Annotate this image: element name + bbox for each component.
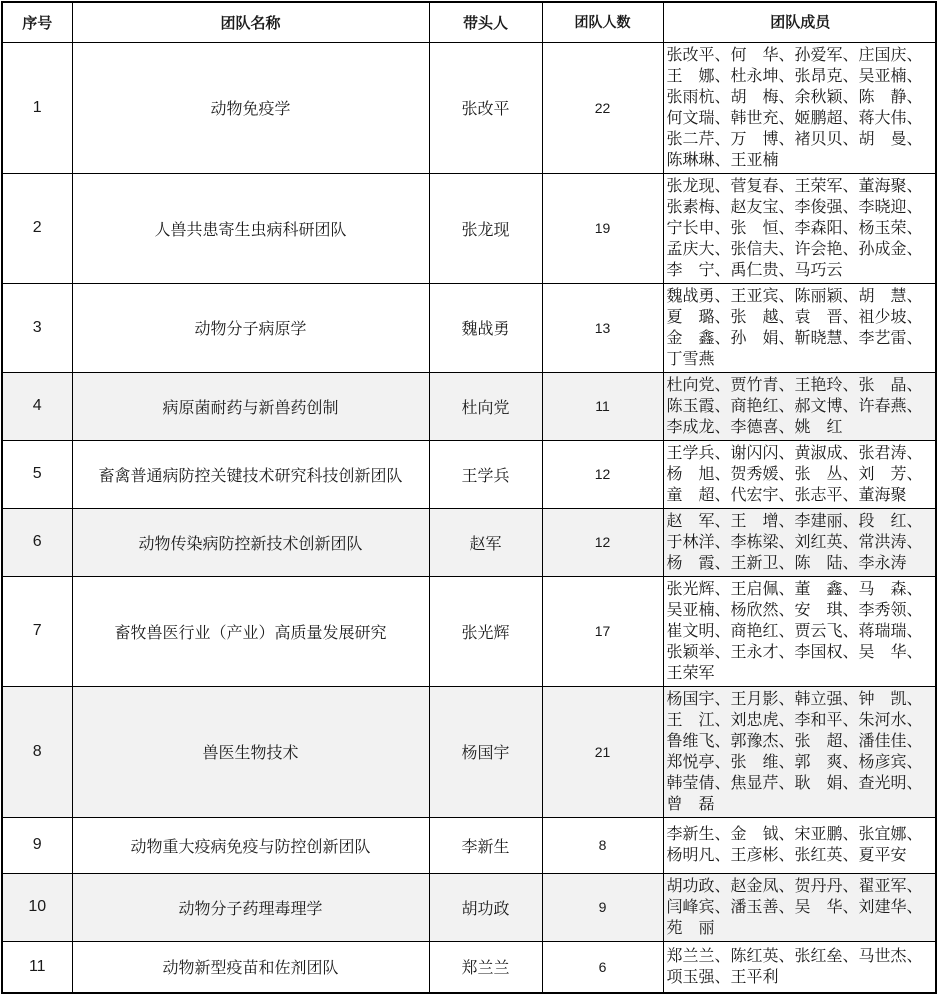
member-name: 张志平、 [794,486,859,504]
table-row [2,576,936,686]
member-count-cell: 9 [542,873,663,941]
team-members-cell [663,817,936,873]
member-count-cell: 11 [542,372,663,440]
member-name: 郝文博、 [794,397,859,415]
member-name: 段 红、 [858,512,923,530]
member-name: 万 博、 [730,130,795,148]
member-name: 李和平、 [794,711,859,729]
member-name: 靳晓慧、 [794,329,859,347]
row-index-cell: 7 [2,576,72,686]
member-name: 张素梅、 [666,198,731,216]
team-name-cell: 动物新型疫苗和佐剂团队 [72,941,429,993]
member-name: 王亚楠 [730,151,779,169]
row-index-cell: 8 [2,686,72,817]
member-name: 陈红英、 [730,947,795,965]
member-name: 郑悦亭、 [666,753,731,771]
member-name: 贾竹青、 [730,376,795,394]
team-name-cell: 动物重大疫病免疫与防控创新团队 [72,817,429,873]
team-members-cell [663,873,936,941]
member-name: 杨国宇、 [666,690,731,708]
member-name: 张光辉、 [666,580,731,598]
member-name: 赵友宝、 [730,198,795,216]
member-name: 胡 曼、 [858,130,923,148]
header-member-count: 团队人数 [542,2,663,42]
member-name: 王荣军、 [794,177,859,195]
member-name: 胡 慧、 [858,287,923,305]
member-name: 郭 爽、 [794,753,859,771]
table-row [2,173,936,283]
member-name: 李艺雷、 [858,329,923,347]
member-name: 张信夫、 [730,240,795,258]
member-name: 杨 霞、 [666,554,731,572]
team-members-cell [663,941,936,993]
member-name: 杨 旭、 [666,465,731,483]
team-leader-cell: 张光辉 [429,576,542,686]
member-name: 钟 凯、 [858,690,923,708]
table-row [2,440,936,508]
table-row [2,283,936,372]
member-name: 张 晶、 [858,376,923,394]
team-leader-cell: 胡功政 [429,873,542,941]
member-name: 李新生、 [666,826,731,843]
member-name: 张宜娜、 [858,826,923,843]
member-name: 张 维、 [730,753,795,771]
table-row [2,873,936,941]
member-name: 陈丽颖、 [794,287,859,305]
row-index-cell: 2 [2,173,72,283]
member-name: 董海聚 [858,486,907,504]
member-name: 金 鑫、 [666,329,731,347]
team-leader-cell: 杨国宇 [429,686,542,817]
member-name: 耿 娟、 [794,774,859,792]
member-name: 李成龙、 [666,418,731,436]
team-name-cell: 兽医生物技术 [72,686,429,817]
member-name: 孙 娟、 [730,329,795,347]
member-name: 王彦彬、 [730,847,795,864]
member-name: 贾云飞、 [794,622,859,640]
member-name: 贺丹丹、 [794,877,859,895]
header-members: 团队成员 [663,2,936,42]
member-name: 姚 红 [794,418,843,436]
team-members-cell [663,508,936,576]
member-name: 杜永坤、 [730,67,795,85]
member-name: 张二芹、 [666,130,731,148]
member-name: 潘佳佳、 [858,732,923,750]
member-name: 孟庆大、 [666,240,731,258]
member-name: 张红英、 [794,847,859,864]
member-name: 杨玉荣、 [858,219,923,237]
member-name: 杨明凡、 [666,847,731,864]
member-name: 孙成金、 [858,240,923,258]
header-team-name: 团队名称 [72,2,429,42]
member-name: 王亚宾、 [730,287,795,305]
member-name: 朱河水、 [858,711,923,729]
member-name: 吴亚楠、 [858,67,923,85]
member-name: 张红垒、 [794,947,859,965]
table-row [2,817,936,873]
member-name: 谢闪闪、 [730,444,795,462]
member-name: 闫峰宾、 [666,898,731,916]
member-name: 禹仁贵、 [730,261,795,279]
member-name: 查光明、 [858,774,923,792]
team-members-cell [663,440,936,508]
member-name: 李秀领、 [858,601,923,619]
member-name: 黄淑成、 [794,444,859,462]
member-name: 张颖举、 [666,643,731,661]
member-name: 丁雪燕 [666,350,715,368]
team-name-cell: 动物免疫学 [72,42,429,173]
team-leader-cell: 王学兵 [429,440,542,508]
member-name: 苑 丽 [666,919,715,937]
member-name: 王平利 [730,968,779,986]
member-name: 曾 磊 [666,795,715,813]
member-name: 李俊强、 [794,198,859,216]
row-index-cell: 10 [2,873,72,941]
member-name: 刘 芳、 [858,465,923,483]
member-name: 陈玉霞、 [666,397,731,415]
member-name: 张改平、 [666,46,731,64]
member-name: 菅复春、 [730,177,795,195]
member-name: 韩世充、 [730,109,795,127]
member-name: 蒋大伟、 [858,109,923,127]
team-leader-cell: 张龙现 [429,173,542,283]
member-count-cell: 12 [542,508,663,576]
member-name: 于林洋、 [666,533,731,551]
member-name: 李栋梁、 [730,533,795,551]
member-name: 胡 梅、 [730,88,795,106]
member-name: 蒋瑞瑞、 [858,622,923,640]
member-name: 夏平安 [858,847,907,864]
team-members-cell [663,372,936,440]
member-name: 夏 璐、 [666,308,731,326]
member-name: 王 增、 [730,512,795,530]
header-leader: 带头人 [429,2,542,42]
table-row [2,508,936,576]
member-name: 庄国庆、 [858,46,923,64]
research-teams-table [1,1,937,994]
team-name-cell: 病原菌耐药与新兽药创制 [72,372,429,440]
member-name: 孙爱军、 [794,46,859,64]
member-name: 杨欣然、 [730,601,795,619]
member-name: 何 华、 [730,46,795,64]
member-name: 王启佩、 [730,580,795,598]
member-count-cell: 13 [542,283,663,372]
team-members-cell [663,576,936,686]
member-name: 刘红英、 [794,533,859,551]
row-index-cell: 1 [2,42,72,173]
team-leader-cell: 赵军 [429,508,542,576]
member-name: 李森阳、 [794,219,859,237]
member-name: 何文瑞、 [666,109,731,127]
member-name: 魏战勇、 [666,287,731,305]
member-count-cell: 22 [542,42,663,173]
team-name-cell: 人兽共患寄生虫病科研团队 [72,173,429,283]
member-name: 许会艳、 [794,240,859,258]
member-name: 郑兰兰、 [666,947,731,965]
member-name: 金 钺、 [730,826,795,843]
table-row [2,941,936,993]
member-name: 张 丛、 [794,465,859,483]
member-name: 赵金凤、 [730,877,795,895]
member-name: 马世杰、 [858,947,923,965]
row-index-cell: 4 [2,372,72,440]
member-name: 郭豫杰、 [730,732,795,750]
member-name: 张昂克、 [794,67,859,85]
team-name-cell: 畜禽普通病防控关键技术研究科技创新团队 [72,440,429,508]
team-name-cell: 动物传染病防控新技术创新团队 [72,508,429,576]
member-name: 韩立强、 [794,690,859,708]
member-count-cell: 17 [542,576,663,686]
member-name: 陈 陆、 [794,554,859,572]
member-name: 商艳红、 [730,622,795,640]
member-name: 余秋颖、 [794,88,859,106]
member-count-cell: 6 [542,941,663,993]
member-name: 吴 华、 [794,898,859,916]
row-index-cell: 11 [2,941,72,993]
member-name: 褚贝贝、 [794,130,859,148]
member-name: 王 江、 [666,711,731,729]
row-index-cell: 6 [2,508,72,576]
member-name: 许春燕、 [858,397,923,415]
team-leader-cell: 杜向党 [429,372,542,440]
member-name: 商艳红、 [730,397,795,415]
team-name-cell: 动物分子病原学 [72,283,429,372]
member-name: 张 恒、 [730,219,795,237]
member-name: 李建丽、 [794,512,859,530]
member-name: 贺秀媛、 [730,465,795,483]
member-name: 王艳玲、 [794,376,859,394]
table-body [2,42,936,993]
table-row [2,372,936,440]
table-row [2,42,936,173]
member-count-cell: 19 [542,173,663,283]
member-name: 李国权、 [794,643,859,661]
member-name: 董 鑫、 [794,580,859,598]
member-name: 李晓迎、 [858,198,923,216]
row-index-cell: 3 [2,283,72,372]
member-name: 焦显芹、 [730,774,795,792]
member-name: 姬鹏超、 [794,109,859,127]
member-name: 胡功政、 [666,877,731,895]
team-members-cell [663,686,936,817]
team-members-cell [663,42,936,173]
member-name: 董海聚、 [858,177,923,195]
team-leader-cell: 魏战勇 [429,283,542,372]
member-name: 刘忠虎、 [730,711,795,729]
header-row [2,2,936,42]
member-name: 翟亚军、 [858,877,923,895]
row-index-cell: 5 [2,440,72,508]
member-name: 陈 静、 [858,88,923,106]
member-name: 杜向党、 [666,376,731,394]
member-name: 吴 华、 [858,643,923,661]
member-name: 张 越、 [730,308,795,326]
member-name: 陈琳琳、 [666,151,731,169]
table-row [2,686,936,817]
member-name: 马巧云 [794,261,843,279]
member-name: 张 超、 [794,732,859,750]
member-name: 韩莹倩、 [666,774,731,792]
member-name: 宁长申、 [666,219,731,237]
team-leader-cell: 李新生 [429,817,542,873]
member-count-cell: 8 [542,817,663,873]
team-name-cell: 畜牧兽医行业（产业）高质量发展研究 [72,576,429,686]
member-name: 王荣军 [666,664,715,682]
member-name: 崔文明、 [666,622,731,640]
member-name: 吴亚楠、 [666,601,731,619]
member-name: 王学兵、 [666,444,731,462]
member-count-cell: 21 [542,686,663,817]
member-name: 刘建华、 [858,898,923,916]
member-name: 李永涛 [858,554,907,572]
member-name: 安 琪、 [794,601,859,619]
row-index-cell: 9 [2,817,72,873]
team-leader-cell: 郑兰兰 [429,941,542,993]
member-name: 王永才、 [730,643,795,661]
member-name: 张君涛、 [858,444,923,462]
member-name: 袁 晋、 [794,308,859,326]
team-members-cell [663,173,936,283]
member-name: 童 超、 [666,486,731,504]
header-index: 序号 [2,2,72,42]
member-name: 项玉强、 [666,968,731,986]
team-name-cell: 动物分子药理毒理学 [72,873,429,941]
team-leader-cell: 张改平 [429,42,542,173]
member-name: 常洪涛、 [858,533,923,551]
member-name: 王新卫、 [730,554,795,572]
member-name: 潘玉善、 [730,898,795,916]
member-name: 王 娜、 [666,67,731,85]
member-name: 李 宁、 [666,261,731,279]
team-members-cell [663,283,936,372]
table-header [2,2,936,42]
member-name: 赵 军、 [666,512,731,530]
member-name: 张雨杭、 [666,88,731,106]
member-name: 杨彦宾、 [858,753,923,771]
member-name: 宋亚鹏、 [794,826,859,843]
member-name: 代宏宇、 [730,486,795,504]
member-name: 李德喜、 [730,418,795,436]
member-name: 马 森、 [858,580,923,598]
member-count-cell: 12 [542,440,663,508]
member-name: 张龙现、 [666,177,731,195]
member-name: 祖少坡、 [858,308,923,326]
member-name: 鲁维飞、 [666,732,731,750]
member-name: 王月影、 [730,690,795,708]
